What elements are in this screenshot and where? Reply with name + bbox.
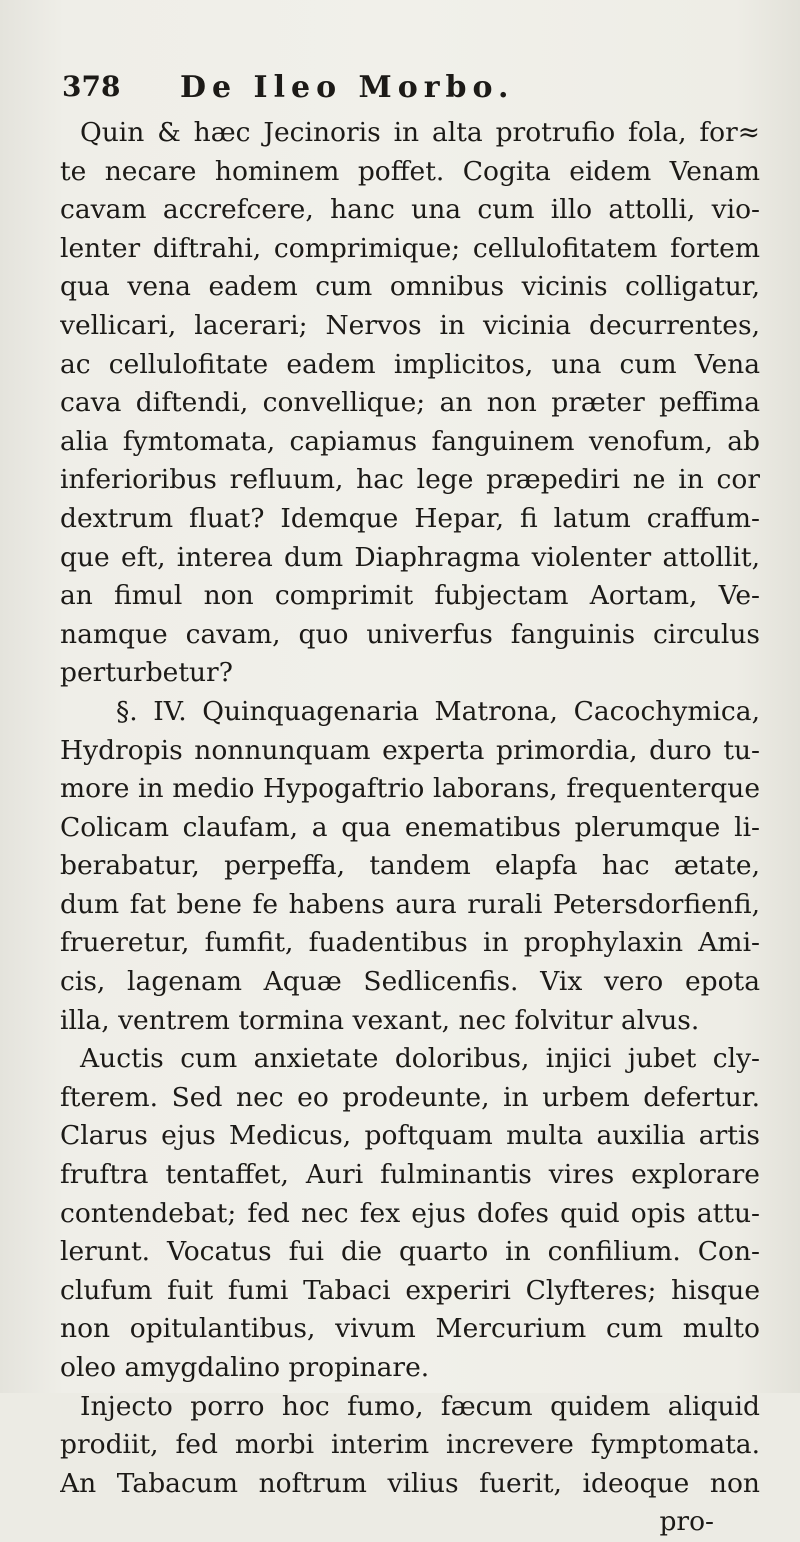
text-line: qua vena eadem cum omnibus vicinis colligatur, xyxy=(60,271,760,303)
text-line: vellicari, lacerari; Nervos in vicinia decurrentes, xyxy=(60,309,760,341)
text-line: contendebat; fed nec fex ejus dofes quid opis attu- xyxy=(60,1197,760,1229)
text-line: Injecto porro hoc fumo, fæcum quidem aliquid xyxy=(80,1390,760,1422)
section-heading-line: §. IV. Quinquagenaria Matrona, Cacochymica, xyxy=(116,695,760,727)
text-line: prodiit, fed morbi interim increvere fymptomata. xyxy=(60,1429,760,1461)
text-line: fterem. Sed nec eo prodeunte, in urbem defertur. xyxy=(60,1081,760,1113)
text-line: te necare hominem poffet. Cogita eidem Venam xyxy=(60,155,760,187)
text-line: namque cavam, quo univerfus fanguinis circulus xyxy=(60,618,760,650)
text-line: perturbetur? xyxy=(60,657,233,689)
text-line: non opitulantibus, vivum Mercurium cum multo xyxy=(60,1313,760,1345)
text-line: clufum fuit fumi Tabaci experiri Clyfteres; hisque xyxy=(60,1274,760,1306)
text-line: que eft, interea dum Diaphragma violenter attollit, xyxy=(60,541,760,573)
text-line: lenter diftrahi, comprimique; cellulofitatem fortem xyxy=(60,232,760,264)
text-line: illa, ventrem tormina vexant, nec folvitur alvus. xyxy=(60,1004,700,1036)
text-line: ac cellulofitate eadem implicitos, una cum Vena xyxy=(60,348,760,380)
text-line: frueretur, fumfit, fuadentibus in prophylaxin Ami- xyxy=(60,927,760,959)
catchword: pro- xyxy=(659,1506,714,1538)
text-line: inferioribus refluum, hac lege præpediri ne in cor xyxy=(60,464,760,496)
text-line: lerunt. Vocatus fui die quarto in confilium. Con- xyxy=(60,1236,760,1268)
text-line: berabatur, perpeffa, tandem elapfa hac ætate, xyxy=(60,850,760,882)
page-header xyxy=(62,70,662,116)
text-line: an fimul non comprimit fubjectam Aortam, Ve- xyxy=(60,580,760,612)
text-line: more in medio Hypogaftrio laborans, frequenterque xyxy=(60,773,760,805)
text-line: Clarus ejus Medicus, poftquam multa auxilia artis xyxy=(60,1120,760,1152)
text-line: Quin & hæc Jecinoris in alta protrufio fola, for≈ xyxy=(80,117,760,148)
text-line: alia fymtomata, capiamus fanguinem venofum, ab xyxy=(60,425,760,457)
page-number: 378 xyxy=(62,70,121,103)
text-line: dum fat bene fe habens aura rurali Petersdorfienfi, xyxy=(60,888,760,920)
text-line: An Tabacum noftrum vilius fuerit, ideoque non xyxy=(60,1467,760,1499)
text-line: Hydropis nonnunquam experta primordia, duro tu- xyxy=(60,734,760,766)
body-text xyxy=(60,114,760,1542)
text-line: cava diftendi, convellique; an non præter peffima xyxy=(60,387,760,419)
text-line: Auctis cum anxietate doloribus, injici jubet cly- xyxy=(80,1043,760,1075)
running-title: De Ileo Morbo. xyxy=(180,70,515,105)
text-line: fruftra tentaffet, Auri fulminantis vires explorare xyxy=(60,1159,760,1191)
text-line: dextrum fluat? Idemque Hepar, fi latum craffum- xyxy=(60,502,760,534)
text-line: Colicam claufam, a qua enematibus plerumque li- xyxy=(60,811,760,843)
text-line: cis, lagenam Aquæ Sedlicenfis. Vix vero epota xyxy=(60,966,760,998)
text-line: oleo amygdalino propinare. xyxy=(60,1352,430,1383)
text-line: cavam accrefcere, hanc una cum illo attolli, vio- xyxy=(60,194,760,226)
